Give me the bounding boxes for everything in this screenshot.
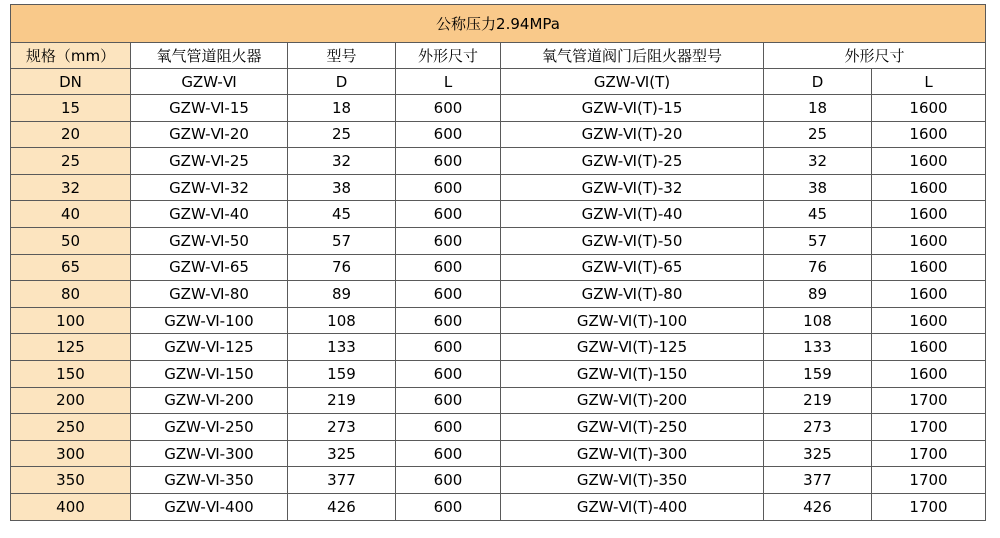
- spec-table: [10, 4, 986, 521]
- table-row: [11, 148, 986, 175]
- cell-d: 25: [288, 121, 396, 148]
- table-row: [11, 254, 986, 281]
- cell-l: 600: [396, 334, 501, 361]
- cell-arrester-model: GZW-Ⅵ-200: [131, 387, 288, 414]
- header-dimensions-2: 外形尺寸: [764, 43, 986, 69]
- cell-valve-model: GZW-Ⅵ(T)-300: [501, 440, 764, 467]
- cell-d-2: 76: [764, 254, 872, 281]
- cell-d-2: 89: [764, 281, 872, 308]
- cell-arrester-model: GZW-Ⅵ-65: [131, 254, 288, 281]
- cell-valve-model: GZW-Ⅵ(T)-250: [501, 414, 764, 441]
- cell-l-2: 1600: [872, 360, 986, 387]
- cell-l: 600: [396, 121, 501, 148]
- cell-d-2: 18: [764, 95, 872, 122]
- cell-valve-model: GZW-Ⅵ(T)-400: [501, 493, 764, 520]
- cell-d: 219: [288, 387, 396, 414]
- cell-l-2: 1600: [872, 334, 986, 361]
- cell-arrester-model: GZW-Ⅵ-32: [131, 174, 288, 201]
- cell-d-2: 38: [764, 174, 872, 201]
- cell-dn: 65: [11, 254, 131, 281]
- cell-arrester-model: GZW-Ⅵ-40: [131, 201, 288, 228]
- table-row: [11, 440, 986, 467]
- header-row: [11, 43, 986, 69]
- table-row: [11, 281, 986, 308]
- cell-d: 273: [288, 414, 396, 441]
- cell-d: 325: [288, 440, 396, 467]
- cell-d: 426: [288, 493, 396, 520]
- cell-valve-model: GZW-Ⅵ(T)-125: [501, 334, 764, 361]
- table-row: [11, 334, 986, 361]
- cell-arrester-model: GZW-Ⅵ-300: [131, 440, 288, 467]
- cell-dn: 15: [11, 95, 131, 122]
- header-valve-arrester-model: 氧气管道阀门后阻火器型号: [501, 43, 764, 69]
- cell-l-2: 1600: [872, 95, 986, 122]
- cell-d-2: 25: [764, 121, 872, 148]
- cell-dn: 250: [11, 414, 131, 441]
- cell-dn: 32: [11, 174, 131, 201]
- table-row: [11, 307, 986, 334]
- header-dimensions: 外形尺寸: [396, 43, 501, 69]
- cell-d: 159: [288, 360, 396, 387]
- cell-d-2: 133: [764, 334, 872, 361]
- cell-d: 18: [288, 95, 396, 122]
- table-row: [11, 493, 986, 520]
- table-row: [11, 121, 986, 148]
- table-row: [11, 227, 986, 254]
- cell-l: 600: [396, 148, 501, 175]
- cell-d: 108: [288, 307, 396, 334]
- table-row: [11, 414, 986, 441]
- cell-l-2: 1600: [872, 227, 986, 254]
- cell-d: 32: [288, 148, 396, 175]
- subheader-d-2: D: [764, 69, 872, 95]
- cell-valve-model: GZW-Ⅵ(T)-200: [501, 387, 764, 414]
- cell-arrester-model: GZW-Ⅵ-250: [131, 414, 288, 441]
- cell-d: 89: [288, 281, 396, 308]
- cell-l-2: 1700: [872, 414, 986, 441]
- subheader-l: L: [396, 69, 501, 95]
- cell-l: 600: [396, 414, 501, 441]
- cell-l: 600: [396, 467, 501, 494]
- cell-valve-model: GZW-Ⅵ(T)-50: [501, 227, 764, 254]
- cell-l-2: 1600: [872, 148, 986, 175]
- cell-arrester-model: GZW-Ⅵ-80: [131, 281, 288, 308]
- cell-valve-model: GZW-Ⅵ(T)-100: [501, 307, 764, 334]
- cell-valve-model: GZW-Ⅵ(T)-15: [501, 95, 764, 122]
- table-row: [11, 387, 986, 414]
- cell-arrester-model: GZW-Ⅵ-150: [131, 360, 288, 387]
- cell-l-2: 1600: [872, 254, 986, 281]
- cell-d-2: 426: [764, 493, 872, 520]
- cell-valve-model: GZW-Ⅵ(T)-20: [501, 121, 764, 148]
- cell-d-2: 108: [764, 307, 872, 334]
- cell-d-2: 32: [764, 148, 872, 175]
- cell-arrester-model: GZW-Ⅵ-350: [131, 467, 288, 494]
- cell-l-2: 1600: [872, 307, 986, 334]
- cell-l: 600: [396, 281, 501, 308]
- cell-dn: 50: [11, 227, 131, 254]
- cell-l: 600: [396, 227, 501, 254]
- cell-dn: 200: [11, 387, 131, 414]
- cell-l: 600: [396, 174, 501, 201]
- cell-l-2: 1700: [872, 387, 986, 414]
- header-flame-arrester: 氧气管道阻火器: [131, 43, 288, 69]
- cell-l: 600: [396, 307, 501, 334]
- cell-valve-model: GZW-Ⅵ(T)-150: [501, 360, 764, 387]
- cell-valve-model: GZW-Ⅵ(T)-350: [501, 467, 764, 494]
- cell-dn: 25: [11, 148, 131, 175]
- table-row: [11, 360, 986, 387]
- cell-l: 600: [396, 201, 501, 228]
- subheader-dn: DN: [11, 69, 131, 95]
- cell-l-2: 1700: [872, 493, 986, 520]
- cell-d-2: 57: [764, 227, 872, 254]
- cell-d-2: 273: [764, 414, 872, 441]
- cell-dn: 350: [11, 467, 131, 494]
- cell-dn: 125: [11, 334, 131, 361]
- subheader-series: GZW-Ⅵ: [131, 69, 288, 95]
- cell-arrester-model: GZW-Ⅵ-400: [131, 493, 288, 520]
- cell-valve-model: GZW-Ⅵ(T)-40: [501, 201, 764, 228]
- cell-d: 76: [288, 254, 396, 281]
- cell-l-2: 1600: [872, 121, 986, 148]
- cell-valve-model: GZW-Ⅵ(T)-65: [501, 254, 764, 281]
- cell-l-2: 1600: [872, 174, 986, 201]
- cell-valve-model: GZW-Ⅵ(T)-32: [501, 174, 764, 201]
- cell-dn: 20: [11, 121, 131, 148]
- cell-d: 57: [288, 227, 396, 254]
- table-row: [11, 174, 986, 201]
- subheader-series-t: GZW-Ⅵ(T): [501, 69, 764, 95]
- cell-valve-model: GZW-Ⅵ(T)-25: [501, 148, 764, 175]
- cell-l: 600: [396, 360, 501, 387]
- title-row: [11, 5, 986, 43]
- cell-l-2: 1700: [872, 467, 986, 494]
- table-row: [11, 95, 986, 122]
- subheader-row: [11, 69, 986, 95]
- cell-dn: 80: [11, 281, 131, 308]
- cell-l: 600: [396, 254, 501, 281]
- table-row: [11, 201, 986, 228]
- cell-d: 377: [288, 467, 396, 494]
- cell-d: 133: [288, 334, 396, 361]
- cell-d: 45: [288, 201, 396, 228]
- cell-dn: 150: [11, 360, 131, 387]
- cell-arrester-model: GZW-Ⅵ-50: [131, 227, 288, 254]
- cell-arrester-model: GZW-Ⅵ-20: [131, 121, 288, 148]
- cell-l: 600: [396, 95, 501, 122]
- cell-dn: 100: [11, 307, 131, 334]
- subheader-d: D: [288, 69, 396, 95]
- cell-d-2: 325: [764, 440, 872, 467]
- cell-d-2: 159: [764, 360, 872, 387]
- cell-d-2: 219: [764, 387, 872, 414]
- cell-d: 38: [288, 174, 396, 201]
- cell-l: 600: [396, 493, 501, 520]
- cell-l-2: 1600: [872, 201, 986, 228]
- header-spec: 规格（mm）: [11, 43, 131, 69]
- header-model: 型号: [288, 43, 396, 69]
- cell-arrester-model: GZW-Ⅵ-125: [131, 334, 288, 361]
- table-row: [11, 467, 986, 494]
- cell-arrester-model: GZW-Ⅵ-100: [131, 307, 288, 334]
- cell-arrester-model: GZW-Ⅵ-25: [131, 148, 288, 175]
- cell-dn: 40: [11, 201, 131, 228]
- cell-d-2: 377: [764, 467, 872, 494]
- cell-l-2: 1600: [872, 281, 986, 308]
- cell-l: 600: [396, 387, 501, 414]
- subheader-l-2: L: [872, 69, 986, 95]
- cell-valve-model: GZW-Ⅵ(T)-80: [501, 281, 764, 308]
- cell-arrester-model: GZW-Ⅵ-15: [131, 95, 288, 122]
- cell-dn: 300: [11, 440, 131, 467]
- cell-d-2: 45: [764, 201, 872, 228]
- table-title: 公称压力2.94MPa: [11, 5, 986, 43]
- data-body: [11, 95, 986, 521]
- cell-l: 600: [396, 440, 501, 467]
- cell-l-2: 1700: [872, 440, 986, 467]
- cell-dn: 400: [11, 493, 131, 520]
